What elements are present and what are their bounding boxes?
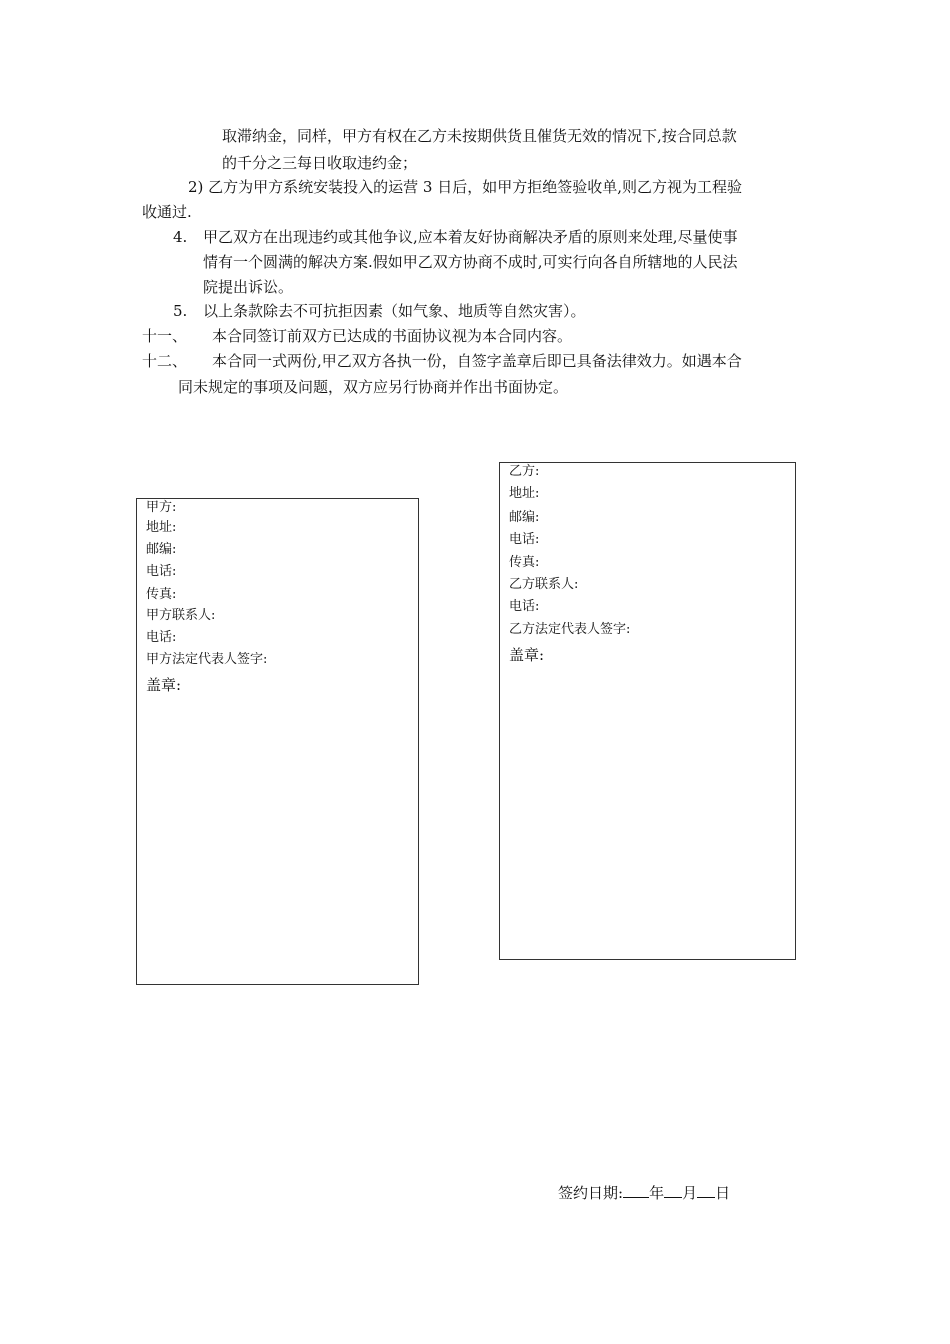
party-b-rep-sign-label: 乙方法定代表人签字:	[509, 622, 631, 637]
party-b-title: 乙方:	[509, 464, 540, 479]
section-text-line: 同未规定的事项及问题，双方应另行协商并作出书面协定。	[178, 378, 569, 396]
party-b-phone-label: 电话:	[509, 532, 540, 547]
clause-number: 4.	[173, 228, 188, 246]
clause-text-line: 以上条款除去不可抗拒因素（如气象、地质等自然灾害）。	[203, 302, 586, 320]
party-a-contact-label: 甲方联系人:	[146, 608, 216, 623]
day-label: 日	[715, 1184, 731, 1202]
party-a-phone-label: 电话:	[146, 564, 177, 579]
month-blank[interactable]	[664, 1183, 682, 1198]
party-a-title: 甲方:	[146, 500, 177, 515]
clause-number: 5.	[173, 302, 188, 320]
party-b-contact-phone-label: 电话:	[509, 599, 540, 614]
party-a-address-label: 地址:	[146, 520, 177, 535]
clause-text-line: 院提出诉讼。	[203, 278, 294, 296]
clause-text-line: 收通过.	[142, 203, 192, 221]
party-a-box	[136, 498, 419, 985]
clause-text-line: 情有一个圆满的解决方案.假如甲乙双方协商不成时,可实行向各自所辖地的人民法	[203, 253, 738, 271]
section-text-line: 本合同一式两份,甲乙双方各执一份，自签字盖章后即已具备法律效力。如遇本合	[212, 352, 742, 370]
party-b-contact-label: 乙方联系人:	[509, 577, 579, 592]
clause-text-line: 的千分之三每日收取违约金；	[222, 154, 418, 172]
day-blank[interactable]	[697, 1183, 715, 1198]
clause-text-line: 取滞纳金，同样，甲方有权在乙方未按期供货且催货无效的情况下,按合同总款	[222, 127, 737, 145]
section-number: 十二、	[142, 352, 188, 370]
year-label: 年	[649, 1184, 665, 1202]
party-b-postcode-label: 邮编:	[509, 510, 540, 525]
party-a-rep-sign-label: 甲方法定代表人签字:	[146, 652, 268, 667]
party-b-box	[499, 462, 796, 960]
party-b-address-label: 地址:	[509, 486, 540, 501]
section-number: 十一、	[142, 327, 188, 345]
party-b-fax-label: 传真:	[509, 555, 540, 570]
party-a-contact-phone-label: 电话:	[146, 630, 177, 645]
party-b-seal-label: 盖章:	[509, 646, 545, 664]
month-label: 月	[682, 1184, 698, 1202]
section-text-line: 本合同签订前双方已达成的书面协议视为本合同内容。	[212, 327, 573, 345]
party-a-fax-label: 传真:	[146, 587, 177, 602]
signing-date	[558, 1182, 730, 1204]
signing-date-label: 签约日期:	[558, 1184, 624, 1202]
year-blank[interactable]	[623, 1183, 649, 1198]
party-a-postcode-label: 邮编:	[146, 542, 177, 557]
clause-text-line: 甲乙双方在出现违约或其他争议,应本着友好协商解决矛盾的原则来处理,尽量使事	[203, 228, 738, 246]
party-a-seal-label: 盖章:	[146, 676, 182, 694]
clause-text-line: 2) 乙方为甲方系统安装投入的运营 3 日后，如甲方拒绝签验收单,则乙方视为工程验	[188, 178, 743, 196]
